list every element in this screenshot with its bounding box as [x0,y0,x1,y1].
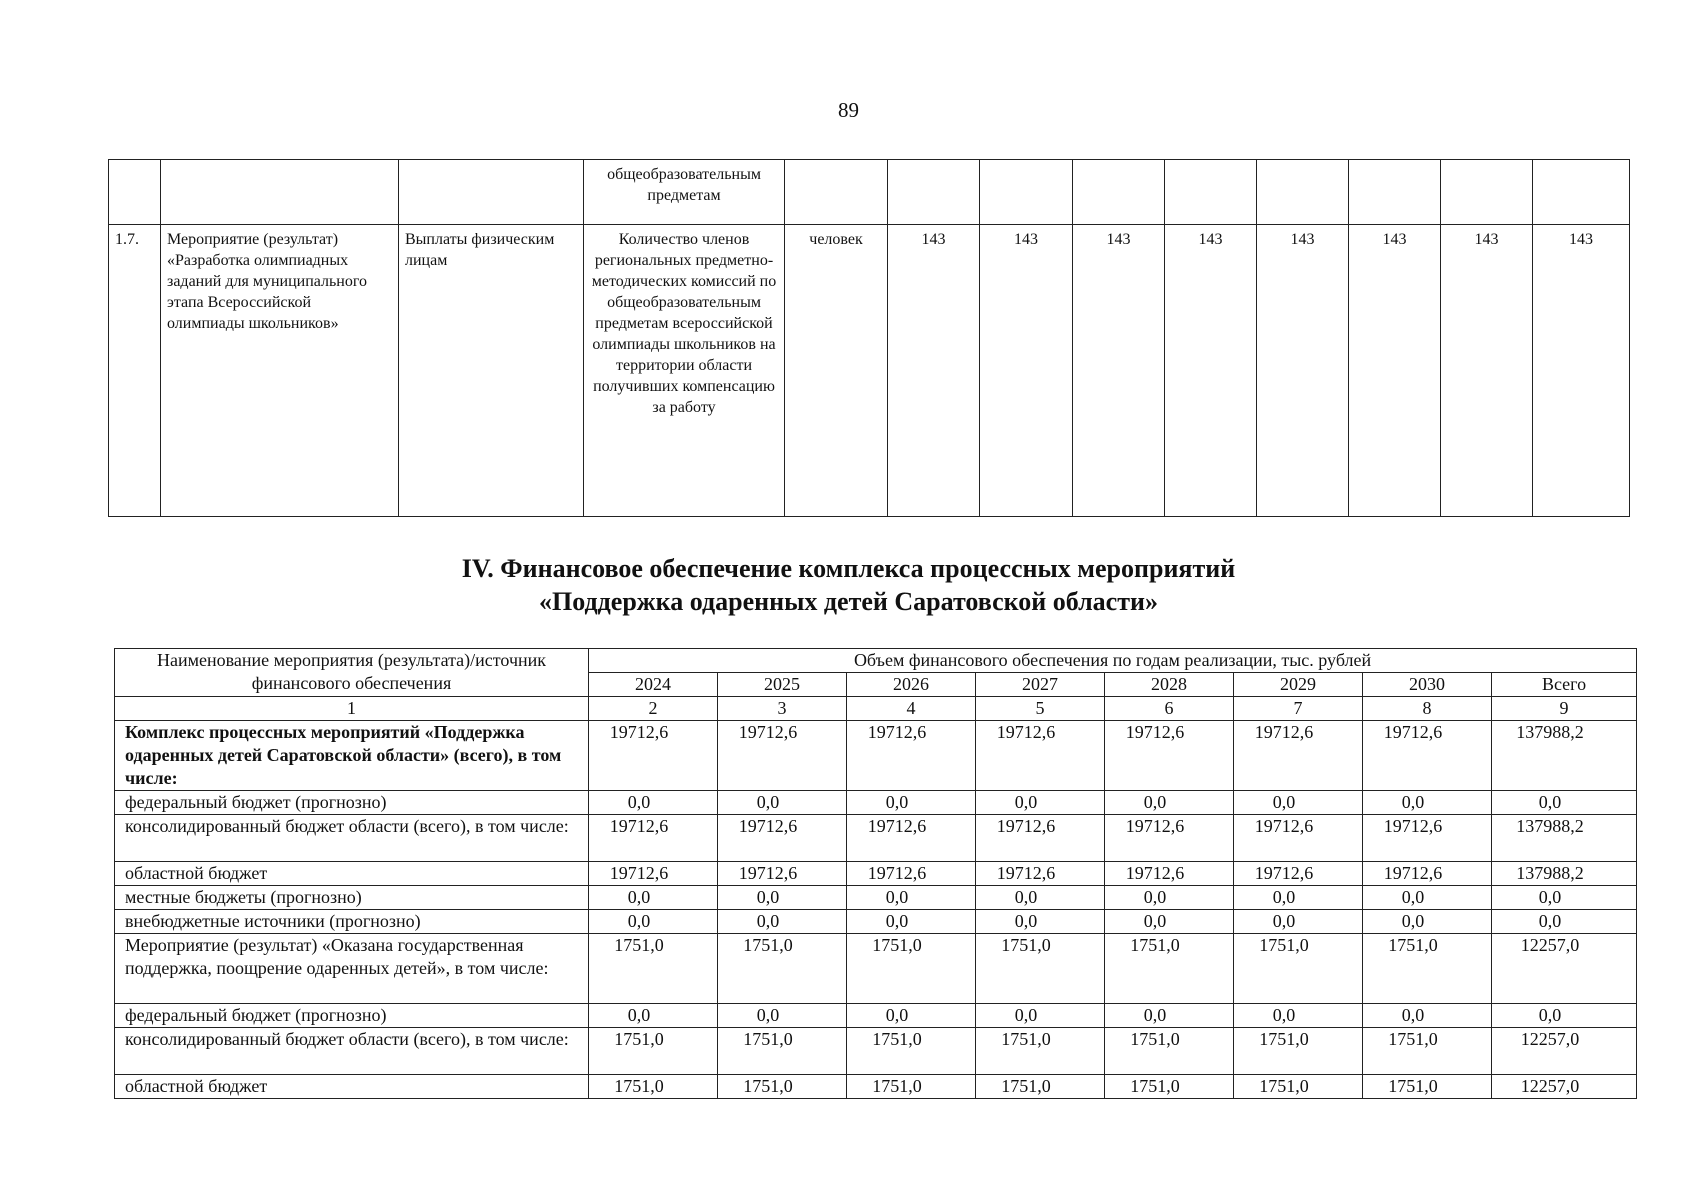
row-name-cell: федеральный бюджет (прогнозно) [115,1004,589,1028]
value-cell: 1751,0 [847,1075,976,1099]
row-number-cell: 1.7. [109,225,161,517]
value-cell: 0,0 [1105,910,1234,934]
value-cell: 1751,0 [1234,1028,1363,1075]
value-cell: 1751,0 [1363,1028,1492,1075]
row-name-cell: Мероприятие (результат) «Оказана государственная поддержка, поощрение одаренных детей», в том числе: [115,934,589,1004]
value-cell: 1751,0 [718,1075,847,1099]
table-cell [1073,160,1165,225]
table-row [109,225,1630,517]
value-cell: 1751,0 [1105,1028,1234,1075]
header-name-cell: Наименование мероприятия (результата)/источник финансового обеспечения [115,649,589,697]
value-cell: 1751,0 [1234,934,1363,1004]
value-cell: 1751,0 [1105,1075,1234,1099]
row-name-cell: областной бюджет [115,1075,589,1099]
value-cell: 19712,6 [847,862,976,886]
value-cell: 19712,6 [847,721,976,791]
column-number-cell: 8 [1363,697,1492,721]
value-cell: 1751,0 [976,1028,1105,1075]
value-cell: 19712,6 [1234,815,1363,862]
value-cell: 19712,6 [718,862,847,886]
year-header-cell: 2027 [976,673,1105,697]
indicator-cell: Количество членов региональных предметно-методических комиссий по общеобразовательным предметам всероссийской олимпиады школьников на территории области получивших компенсацию за работу [584,225,785,517]
page-number: 89 [838,98,859,122]
event-cell: Мероприятие (результат) «Разработка олимпиадных заданий для муниципального этапа Всероссийской олимпиады школьников» [161,225,399,517]
value-cell: 137988,2 [1492,862,1637,886]
value-cell: 0,0 [1105,1004,1234,1028]
section-title-line-1: IV. Финансовое обеспечение комплекса процессных мероприятий [461,554,1236,583]
value-cell: 0,0 [1492,1004,1637,1028]
table-row [115,1004,1637,1028]
value-cell: 143 [1441,225,1533,517]
year-header-cell: 2026 [847,673,976,697]
row-name-cell: местные бюджеты (прогнозно) [115,886,589,910]
column-number-cell: 6 [1105,697,1234,721]
value-cell: 19712,6 [1105,815,1234,862]
value-cell: 0,0 [976,791,1105,815]
value-cell: 0,0 [718,910,847,934]
table-row [115,791,1637,815]
value-cell: 0,0 [1234,1004,1363,1028]
value-cell: 0,0 [1363,886,1492,910]
column-number-cell: 5 [976,697,1105,721]
table-cell [1165,160,1257,225]
value-cell: 1751,0 [718,1028,847,1075]
row-name-cell: консолидированный бюджет области (всего), в том числе: [115,1028,589,1075]
value-cell: 0,0 [976,886,1105,910]
table-row [115,721,1637,791]
year-header-cell: 2025 [718,673,847,697]
value-cell: 143 [1349,225,1441,517]
row-name-cell: областной бюджет [115,862,589,886]
value-cell: 1751,0 [976,934,1105,1004]
table-cell [980,160,1073,225]
value-cell: 19712,6 [1105,721,1234,791]
value-cell: 0,0 [847,791,976,815]
column-number-cell: 2 [589,697,718,721]
value-cell: 0,0 [589,910,718,934]
value-cell: 137988,2 [1492,815,1637,862]
value-cell: 0,0 [589,1004,718,1028]
value-cell: 12257,0 [1492,1028,1637,1075]
value-cell: 1751,0 [847,1028,976,1075]
column-number-cell: 9 [1492,697,1637,721]
year-header-cell: Всего [1492,673,1637,697]
value-cell: 143 [1257,225,1349,517]
value-cell: 0,0 [976,910,1105,934]
value-cell: 143 [1533,225,1630,517]
value-cell: 143 [980,225,1073,517]
value-cell: 0,0 [1105,886,1234,910]
value-cell: 0,0 [589,886,718,910]
value-cell: 19712,6 [976,815,1105,862]
value-cell: 19712,6 [1234,862,1363,886]
value-cell: 19712,6 [976,862,1105,886]
value-cell: 19712,6 [1105,862,1234,886]
value-cell: 19712,6 [589,721,718,791]
value-cell: 0,0 [847,1004,976,1028]
table-cell [1257,160,1349,225]
value-cell: 12257,0 [1492,934,1637,1004]
year-header-cell: 2030 [1363,673,1492,697]
table-cell [1441,160,1533,225]
table-row [115,1075,1637,1099]
column-numbers-row [115,697,1637,721]
value-cell: 0,0 [1363,791,1492,815]
value-cell: 0,0 [1363,910,1492,934]
value-cell: 1751,0 [1363,934,1492,1004]
value-cell: 1751,0 [589,1075,718,1099]
value-cell: 1751,0 [847,934,976,1004]
value-cell: 1751,0 [1363,1075,1492,1099]
value-cell: 0,0 [1363,1004,1492,1028]
table-cell [1533,160,1630,225]
column-number-cell: 3 [718,697,847,721]
value-cell: 0,0 [1234,791,1363,815]
column-number-cell: 7 [1234,697,1363,721]
value-cell: 143 [888,225,980,517]
finance-table [114,648,1637,1099]
table-row [115,815,1637,862]
table-cell [399,160,584,225]
type-cell: Выплаты физическим лицам [399,225,584,517]
value-cell: 0,0 [976,1004,1105,1028]
value-cell: 1751,0 [589,1028,718,1075]
value-cell: 0,0 [1105,791,1234,815]
value-cell: 19712,6 [847,815,976,862]
value-cell: 0,0 [718,1004,847,1028]
value-cell: 0,0 [718,886,847,910]
value-cell: 0,0 [847,910,976,934]
table-row [115,934,1637,1004]
value-cell: 19712,6 [718,721,847,791]
value-cell: 19712,6 [589,862,718,886]
value-cell: 19712,6 [1363,862,1492,886]
row-name-cell: федеральный бюджет (прогнозно) [115,791,589,815]
section-title [0,552,1697,618]
value-cell: 137988,2 [1492,721,1637,791]
year-header-cell: 2028 [1105,673,1234,697]
table-cell [109,160,161,225]
table-row [115,886,1637,910]
value-cell: 1751,0 [718,934,847,1004]
table-row [109,160,1630,225]
section-title-line-2: «Поддержка одаренных детей Саратовской области» [539,587,1158,616]
indicators-table [108,159,1630,517]
value-cell: 0,0 [847,886,976,910]
value-cell: 1751,0 [976,1075,1105,1099]
value-cell: 0,0 [718,791,847,815]
value-cell: 0,0 [1492,910,1637,934]
value-cell: 19712,6 [718,815,847,862]
value-cell: 143 [1165,225,1257,517]
header-row [115,649,1637,673]
value-cell: 0,0 [1234,886,1363,910]
value-cell: 1751,0 [589,934,718,1004]
value-cell: 19712,6 [976,721,1105,791]
row-name-cell: Комплекс процессных мероприятий «Поддержка одаренных детей Саратовской области» (всего), в том числе: [115,721,589,791]
row-name-cell: внебюджетные источники (прогнозно) [115,910,589,934]
value-cell: 1751,0 [1234,1075,1363,1099]
table-cell [785,160,888,225]
value-cell: 0,0 [1492,791,1637,815]
table-cell [888,160,980,225]
table-row [115,862,1637,886]
table-cell [161,160,399,225]
value-cell: 0,0 [1234,910,1363,934]
value-cell: 143 [1073,225,1165,517]
column-number-cell: 4 [847,697,976,721]
year-header-cell: 2029 [1234,673,1363,697]
value-cell: 12257,0 [1492,1075,1637,1099]
value-cell: 19712,6 [1363,721,1492,791]
value-cell: 1751,0 [1105,934,1234,1004]
table-row [115,1028,1637,1075]
value-cell: 0,0 [589,791,718,815]
value-cell: 19712,6 [1363,815,1492,862]
value-cell: 0,0 [1492,886,1637,910]
column-number-cell: 1 [115,697,589,721]
header-volume-cell: Объем финансового обеспечения по годам реализации, тыс. рублей [589,649,1637,673]
table-cell [1349,160,1441,225]
row-name-cell: консолидированный бюджет области (всего), в том числе: [115,815,589,862]
table-row [115,910,1637,934]
value-cell: 19712,6 [589,815,718,862]
indicator-cell: общеобразовательным предметам [584,160,785,225]
value-cell: 19712,6 [1234,721,1363,791]
unit-cell: человек [785,225,888,517]
year-header-cell: 2024 [589,673,718,697]
